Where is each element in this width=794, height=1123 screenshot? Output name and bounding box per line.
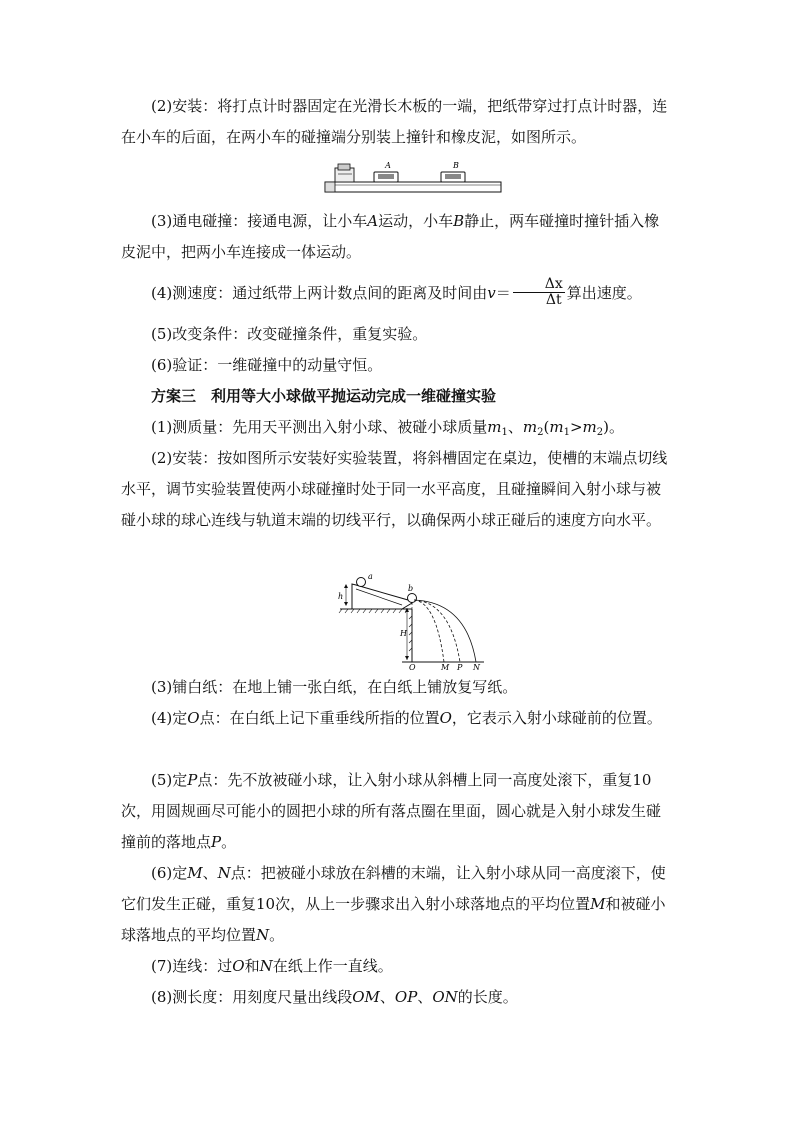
chute-projectile-figure bbox=[332, 572, 492, 670]
cart-a bbox=[374, 172, 398, 182]
step-5-change: (5)改变条件：改变碰撞条件，重复实验。 bbox=[151, 325, 428, 343]
step-3-collide: (3)通电碰撞：接通电源，让小车A运动，小车B静止，两车碰撞时撞针插入橡皮泥中，把两小车连接成一体运动。 bbox=[121, 212, 660, 261]
step-6-points-mn: (6)定M、N点：把被碰小球放在斜槽的末端，让入射小球从同一高度滚下，使它们发生正碰，重复10次，从上一步骤求出入射小球落地点的平均位置M和被碰小球落地点的平均位置N。 bbox=[121, 864, 666, 944]
ball-a bbox=[357, 578, 366, 587]
svg-text:P: P bbox=[457, 663, 463, 670]
label-b: B bbox=[453, 161, 459, 170]
step-5-point-p: (5)定P点：先不放被碰小球，让入射小球从斜槽上同一高度处滚下，重复10次，用圆规画尽可能小的圆把小球的所有落点圈在里面，圆心就是入射小球发生碰撞前的落地点P。 bbox=[121, 771, 662, 851]
step-7-connect: (7)连线：过O和N在纸上作一直线。 bbox=[151, 957, 393, 975]
cart-track-figure bbox=[322, 160, 504, 198]
svg-text:b: b bbox=[408, 584, 414, 593]
svg-text:h: h bbox=[338, 592, 344, 601]
step-2-install: (2)安装：将打点计时器固定在光滑长木板的一端，把纸带穿过打点计时器，连在小车的后面，在两小车的碰撞端分别装上撞针和橡皮泥，如图所示。 bbox=[121, 97, 668, 146]
step-6-verify: (6)验证：一维碰撞中的动量守恒。 bbox=[151, 356, 383, 374]
svg-text:M: M bbox=[441, 663, 450, 670]
scheme-3-heading: 方案三 利用等大小球做平抛运动完成一维碰撞实验 bbox=[151, 387, 497, 405]
step-4-point-o: (4)定O点：在白纸上记下重垂线所指的位置O，它表示入射小球碰前的位置。 bbox=[151, 709, 662, 727]
step-1-mass: (1)测质量：先用天平测出入射小球、被碰小球质量$m_1$、$m_2(m_1>m_2)$。 bbox=[151, 418, 624, 438]
svg-text:N: N bbox=[473, 663, 480, 670]
svg-text:O: O bbox=[409, 663, 416, 670]
step-2-setup: (2)安装：按如图所示安装好实验装置，将斜槽固定在桌边，使槽的末端点切线水平，调节实验装置使两小球碰撞时处于同一水平高度，且碰撞瞬间入射小球与被碰小球的球心连线与轨道末端的切线平行，以确保两小球正碰后的速度方向水平。 bbox=[121, 449, 668, 529]
ball-b bbox=[408, 594, 417, 603]
svg-text:H: H bbox=[400, 629, 407, 638]
label-a: A bbox=[385, 161, 391, 170]
step-8-measure: (8)测长度：用刻度尺量出线段OM、OP、ON的长度。 bbox=[151, 988, 518, 1006]
svg-text:a: a bbox=[368, 572, 373, 581]
step-3-paper: (3)铺白纸：在地上铺一张白纸，在白纸上铺放复写纸。 bbox=[151, 678, 518, 696]
timer-icon bbox=[335, 164, 354, 182]
velocity-fraction: $\frac{\Delta x}{\Delta t}$ bbox=[513, 277, 565, 308]
step-4-velocity: (4)测速度：通过纸带上两计数点间的距离及时间由v＝ $\frac{\Delta x}{\Delta t}$ 算出速度。 bbox=[151, 275, 642, 308]
cart-b bbox=[441, 172, 465, 182]
